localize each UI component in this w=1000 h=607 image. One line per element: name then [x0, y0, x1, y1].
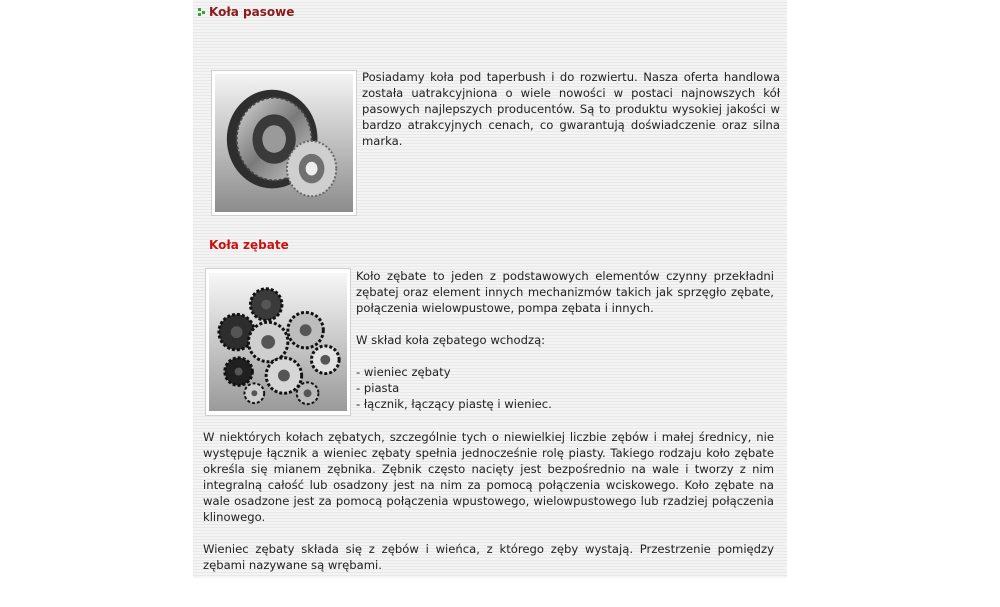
content-panel — [193, 0, 787, 578]
pulley-image — [211, 70, 357, 216]
gears-image — [205, 268, 351, 416]
gear-components-list — [356, 364, 774, 412]
list-item: - piasta — [356, 381, 400, 395]
green-bullet-icon — [198, 7, 206, 17]
gear-description: Koło zębate to jeden z podstawowych elementów czynny przekładni zębatej oraz element innych mechanizmów takich jak sprzęgło zębate, połączenia wielowpustowe, pompa zębata i innych. — [356, 269, 774, 315]
list-item: - wieniec zębaty — [356, 365, 451, 379]
section-heading-text: Koła pasowe — [209, 5, 295, 19]
list-item: - łącznik, łączący piastę i wieniec. — [356, 397, 552, 411]
section-heading-kola-zebate: Koła zębate — [209, 238, 289, 252]
pinion-paragraph: W niektórych kołach zębatych, szczególnie tych o niewielkiej liczbie zębów i małej średnicy, nie występuje łącznik a wieniec zębaty spełnia jednocześnie rolę piasty. Takiego rodzaju koło zębate określa się mianem zębnika. Zębnik często nacięty jest bezpośrednio na wale i tworzy z nim integralną całość lub osadzony jest na nim za pomocą połączenia wciskowego. Koło zębate na wale osadzone jest za pomocą połączenia wpustowego, wielowpustowego lub rzadziej połączenia klinowego. — [203, 430, 774, 524]
rim-paragraph: Wieniec zębaty składa się z zębów i wieńca, z którego zęby wystają. Przestrzenie pomiędzy zębami nazywane są wrębami. — [203, 542, 774, 572]
pulley-description: Posiadamy koła pod taperbush i do rozwiertu. Nasza oferta handlowa została uatrakcyjniona o wiele nowości w postaci najnowszych kół pasowych najlepszych producentów. Są to produktu wysokiej jakości w bardzo atrakcyjnych cenach, co gwarantują doświadczenie oraz silna marka. — [362, 70, 780, 148]
section-heading-kola-pasowe — [198, 5, 294, 19]
gear-components-intro: W skład koła zębatego wchodzą: — [356, 333, 546, 347]
